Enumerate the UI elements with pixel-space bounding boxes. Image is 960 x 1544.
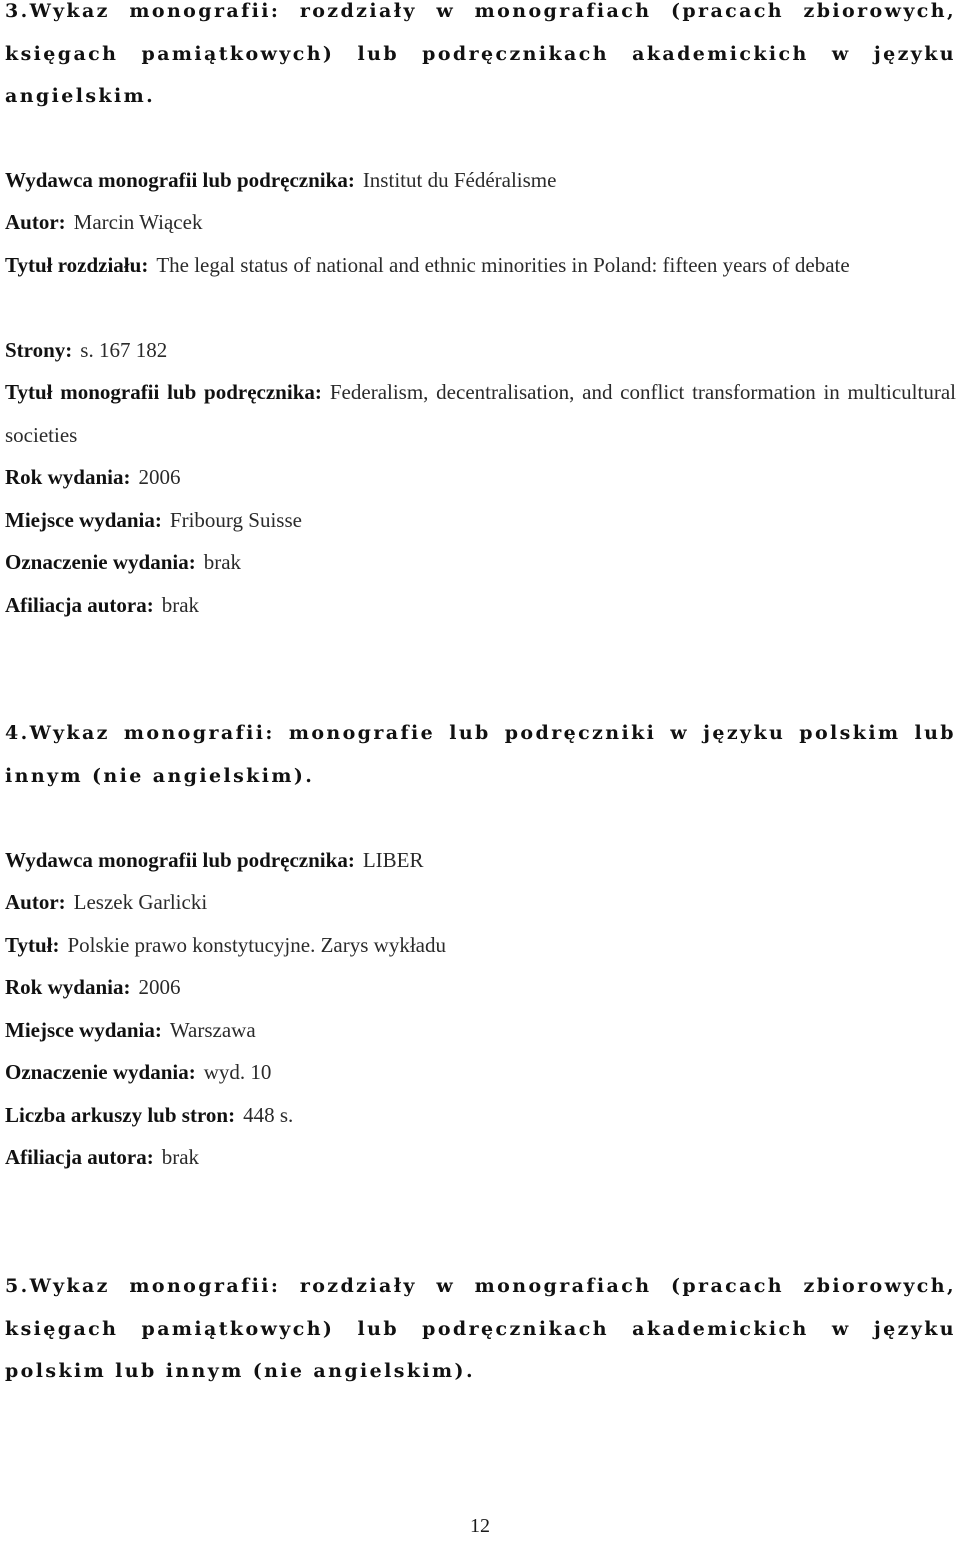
s4-publisher-value: LIBER xyxy=(362,848,424,872)
s4-affiliation-field xyxy=(5,1136,956,1179)
s3-place-label: Miejsce wydania: xyxy=(5,508,162,532)
s3-publisher-label: Wydawca monografii lub podręcznika: xyxy=(5,168,355,192)
s3-pages-field xyxy=(5,329,956,372)
s3-author-value: Marcin Wiącek xyxy=(73,210,203,234)
s4-edition-field xyxy=(5,1051,956,1094)
s3-chapter-title-value: The legal status of national and ethnic minorities in Poland: fifteen years of debate xyxy=(156,253,850,277)
s4-place-value: Warszawa xyxy=(169,1018,256,1042)
s3-year-label: Rok wydania: xyxy=(5,465,131,489)
s4-edition-label: Oznaczenie wydania: xyxy=(5,1060,196,1084)
page-number: 12 xyxy=(470,1515,490,1537)
s4-pages-count-value: 448 s. xyxy=(243,1103,294,1127)
s4-title-field xyxy=(5,924,956,967)
s4-place-label: Miejsce wydania: xyxy=(5,1018,162,1042)
s4-author-field xyxy=(5,881,956,924)
s3-chapter-title-label: Tytuł rozdziału: xyxy=(5,253,149,277)
s4-edition-value: wyd. 10 xyxy=(203,1060,272,1084)
s3-year-field xyxy=(5,456,956,499)
s4-publisher-label: Wydawca monografii lub podręcznika: xyxy=(5,848,355,872)
s3-chapter-title-field xyxy=(5,244,956,287)
s3-affiliation-field xyxy=(5,584,956,627)
s4-year-label: Rok wydania: xyxy=(5,975,131,999)
s4-pages-count-field xyxy=(5,1094,956,1137)
section-3-heading: 3.Wykaz monografii: rozdziały w monografiach (pracach zbiorowych, księgach pamiątkowych) lub podręcznikach akademickich w języku angielskim. xyxy=(5,0,956,107)
s4-pages-count-label: Liczba arkuszy lub stron: xyxy=(5,1103,236,1127)
s3-monograph-title-label: Tytuł monografii lub podręcznika: xyxy=(5,380,322,404)
s4-author-label: Autor: xyxy=(5,890,66,914)
s3-edition-field xyxy=(5,541,956,584)
s3-affiliation-value: brak xyxy=(161,593,200,617)
section-4-heading: 4.Wykaz monografii: monografie lub podręczniki w języku polskim lub innym (nie angielskim). xyxy=(5,722,956,787)
s4-publisher-field xyxy=(5,839,956,882)
s4-affiliation-label: Afiliacja autora: xyxy=(5,1145,154,1169)
s4-title-label: Tytuł: xyxy=(5,933,60,957)
s3-edition-label: Oznaczenie wydania: xyxy=(5,550,196,574)
s3-author-label: Autor: xyxy=(5,210,66,234)
s4-year-value: 2006 xyxy=(138,975,181,999)
s3-author-field xyxy=(5,201,956,244)
s3-affiliation-label: Afiliacja autora: xyxy=(5,593,154,617)
s3-place-value: Fribourg Suisse xyxy=(169,508,302,532)
s3-monograph-title-value: Federalism, decentralisation, and conflict transformation in multicultural societies xyxy=(5,380,956,447)
s3-year-value: 2006 xyxy=(138,465,181,489)
s3-publisher-value: Institut du Fédéralisme xyxy=(362,168,557,192)
section-5-heading: 5.Wykaz monografii: rozdziały w monografiach (pracach zbiorowych, księgach pamiątkowych) lub podręcznikach akademickich w języku polskim lub innym (nie angielskim). xyxy=(5,1275,956,1382)
s4-title-value: Polskie prawo konstytucyjne. Zarys wykładu xyxy=(67,933,446,957)
s3-monograph-title-field xyxy=(5,371,956,456)
s3-pages-label: Strony: xyxy=(5,338,73,362)
s3-edition-value: brak xyxy=(203,550,242,574)
s4-affiliation-value: brak xyxy=(161,1145,200,1169)
s4-author-value: Leszek Garlicki xyxy=(73,890,208,914)
s3-pages-value: s. 167 182 xyxy=(80,338,168,362)
s3-publisher-field xyxy=(5,159,956,202)
s4-year-field xyxy=(5,966,956,1009)
s3-place-field xyxy=(5,499,956,542)
s4-place-field xyxy=(5,1009,956,1052)
